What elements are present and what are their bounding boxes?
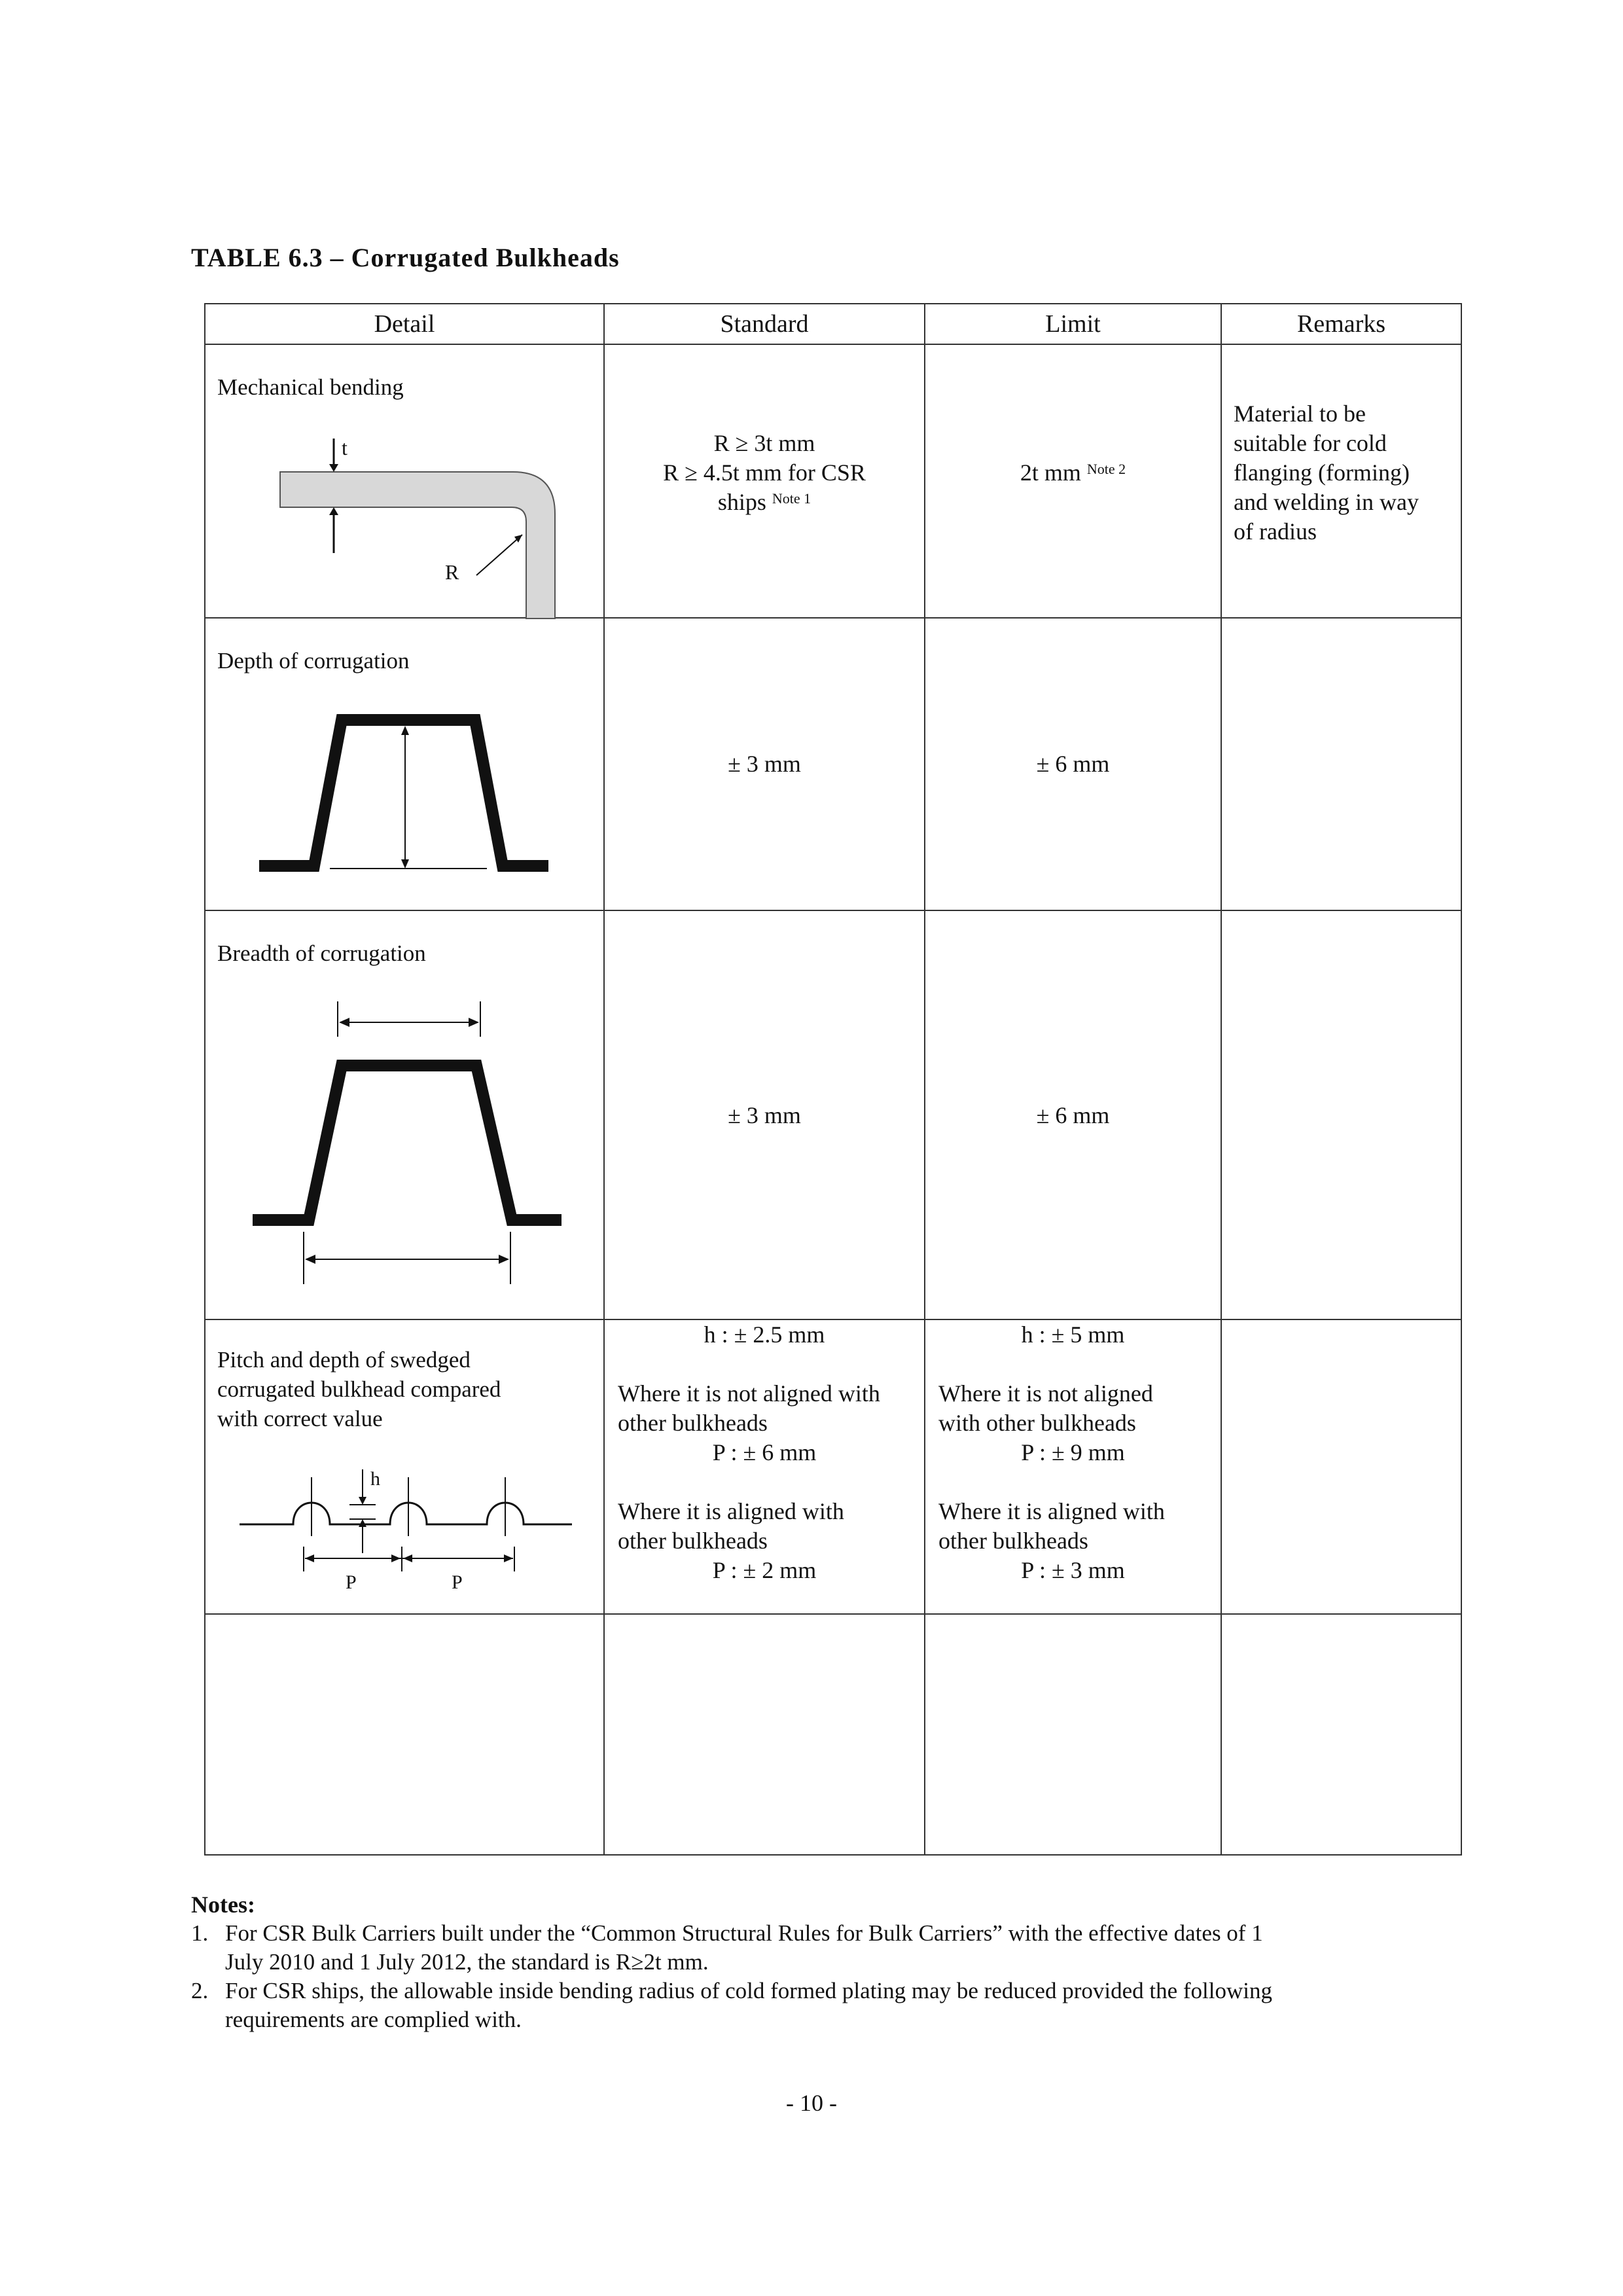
standard-line: h : ± 2.5 mm (704, 1321, 825, 1348)
standard-line: Where it is not aligned with (618, 1380, 880, 1407)
limit-value: ± 6 mm (1036, 751, 1110, 777)
table-row (205, 1614, 1461, 1855)
remarks-cell (1221, 1319, 1461, 1614)
limit-cell (925, 344, 1221, 618)
standard-line: other bulkheads (618, 1410, 768, 1436)
header-detail: Detail (205, 304, 604, 344)
depth-corrugation-diagram (205, 619, 605, 911)
standard-value: ± 3 mm (728, 751, 801, 777)
note-item (191, 1919, 1435, 1977)
page-number: - 10 - (786, 2090, 837, 2116)
remarks-line: flanging (forming) (1234, 459, 1410, 486)
limit-line: with other bulkheads (938, 1410, 1136, 1436)
note-line: For CSR Bulk Carriers built under the “Common Structural Rules for Bulk Carriers” with the effective dates of 1 (225, 1920, 1263, 1946)
header-remarks: Remarks (1221, 304, 1461, 344)
standard-cell (604, 910, 925, 1319)
standard-line: Where it is aligned with (618, 1498, 844, 1524)
limit-cell (925, 618, 1221, 910)
remarks-cell (1221, 344, 1461, 618)
note-line: July 2010 and 1 July 2012, the standard is R≥2t mm. (225, 1949, 709, 1975)
note-line: For CSR ships, the allowable inside bending radius of cold formed plating may be reduced provided the following (225, 1978, 1272, 2003)
limit-line: other bulkheads (938, 1528, 1088, 1554)
note-ref: Note 2 (1086, 461, 1126, 477)
detail-cell (205, 344, 604, 618)
limit-line: P : ± 9 mm (1021, 1439, 1125, 1465)
detail-label: corrugated bulkhead compared (217, 1376, 501, 1402)
standard-line: P : ± 2 mm (712, 1557, 817, 1583)
table-header-row (205, 304, 1461, 344)
note-ref: Note 1 (772, 490, 812, 507)
detail-label: Mechanical bending (217, 374, 404, 400)
standard-text: ships (717, 489, 766, 515)
note-line: requirements are complied with. (225, 2007, 522, 2032)
limit-cell (925, 1319, 1221, 1614)
remarks-cell (1221, 618, 1461, 910)
standard-line: P : ± 6 mm (712, 1439, 817, 1465)
notes-title: Notes: (191, 1892, 255, 1918)
standard-cell (604, 344, 925, 618)
corrugated-bulkheads-table (204, 303, 1462, 1856)
standard-line: other bulkheads (618, 1528, 768, 1554)
table-row (205, 618, 1461, 910)
detail-label: with correct value (217, 1406, 383, 1431)
pitch-label: P (452, 1571, 463, 1593)
standard-cell (604, 618, 925, 910)
remarks-cell (1221, 1614, 1461, 1855)
limit-text: 2t mm (1020, 459, 1081, 486)
table-row (205, 344, 1461, 618)
radius-label: R (445, 560, 459, 584)
detail-label: Depth of corrugation (217, 648, 410, 673)
pitch-label: P (346, 1571, 357, 1593)
standard-cell (604, 1319, 925, 1614)
limit-cell (925, 910, 1221, 1319)
detail-label: Pitch and depth of swedged (217, 1347, 471, 1372)
standard-cell (604, 1614, 925, 1855)
header-limit: Limit (925, 304, 1221, 344)
swedged-bulkhead-diagram (205, 1320, 605, 1615)
header-standard: Standard (604, 304, 925, 344)
limit-line: Where it is not aligned (938, 1380, 1153, 1407)
detail-cell (205, 618, 604, 910)
detail-cell (205, 910, 604, 1319)
table-title: TABLE 6.3 – Corrugated Bulkheads (191, 243, 620, 272)
note-number: 2. (191, 1978, 209, 2003)
standard-line: R ≥ 4.5t mm for CSR (663, 459, 866, 486)
detail-cell (205, 1614, 604, 1855)
limit-line: Where it is aligned with (938, 1498, 1165, 1524)
mechanical-bending-diagram (205, 345, 605, 619)
limit-line: P : ± 3 mm (1021, 1557, 1125, 1583)
detail-cell (205, 1319, 604, 1614)
remarks-line: and welding in way (1234, 489, 1419, 515)
limit-line: h : ± 5 mm (1021, 1321, 1125, 1348)
table-row (205, 910, 1461, 1319)
standard-line: R ≥ 3t mm (713, 430, 815, 456)
limit-value: ± 6 mm (1036, 1102, 1110, 1128)
table-row (205, 1319, 1461, 1614)
h-label: h (370, 1468, 380, 1490)
remarks-line: Material to be (1234, 401, 1366, 427)
notes-section (191, 1890, 1435, 2034)
remarks-line: suitable for cold (1234, 430, 1387, 456)
limit-cell (925, 1614, 1221, 1855)
breadth-corrugation-diagram (205, 911, 605, 1320)
standard-line (605, 488, 924, 517)
detail-label: Breadth of corrugation (217, 941, 426, 966)
note-item (191, 1977, 1435, 2034)
standard-value: ± 3 mm (728, 1102, 801, 1128)
remarks-line: of radius (1234, 518, 1317, 545)
remarks-cell (1221, 910, 1461, 1319)
limit-line (925, 458, 1221, 488)
note-number: 1. (191, 1920, 209, 1946)
thickness-label: t (342, 436, 348, 459)
